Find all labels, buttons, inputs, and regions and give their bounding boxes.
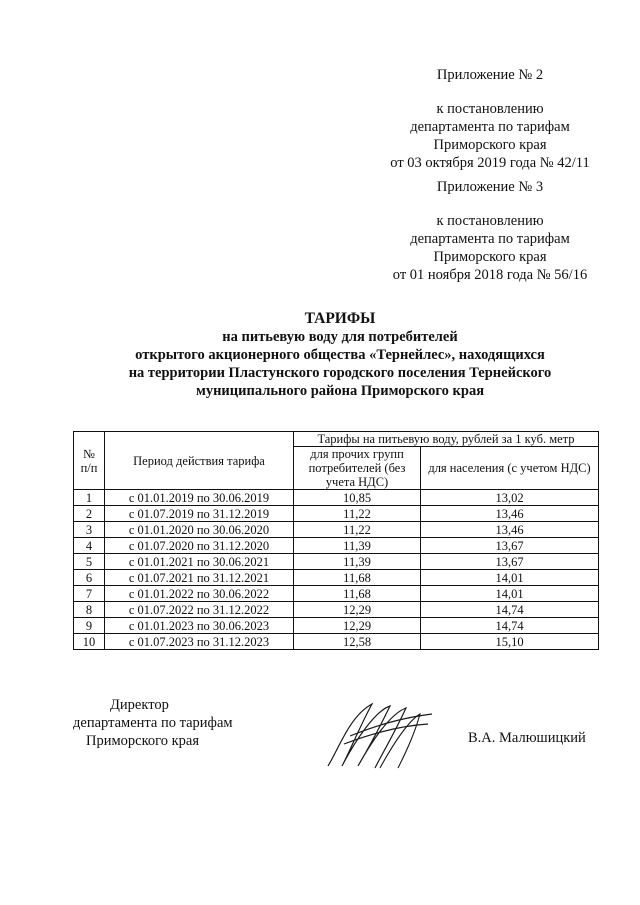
col-population-header: для населения (с учетом НДС): [421, 447, 599, 490]
row-period: с 01.07.2022 по 31.12.2022: [105, 602, 294, 618]
handwritten-signature: [320, 696, 440, 776]
heading-line: на питьевую воду для потребителей: [222, 329, 458, 345]
signatory-position: [60, 696, 260, 750]
appendix-2-line: к постановлению: [436, 101, 544, 117]
table-row: [74, 554, 599, 570]
row-population-tariff: 13,46: [421, 522, 599, 538]
row-population-tariff: 14,74: [421, 602, 599, 618]
signatory-name: В.А. Малюшицкий: [468, 730, 586, 746]
row-number: 2: [74, 506, 105, 522]
col-group-header: Тарифы на питьевую воду, рублей за 1 куб. метр: [294, 432, 599, 447]
row-other-tariff: 12,29: [294, 618, 421, 634]
row-other-tariff: 11,22: [294, 522, 421, 538]
appendix-3-line: от 01 ноября 2018 года № 56/16: [392, 267, 588, 283]
appendix-2-block: [340, 66, 640, 172]
row-other-tariff: 11,39: [294, 554, 421, 570]
row-other-tariff: 11,22: [294, 506, 421, 522]
appendix-3-line: к постановлению: [436, 213, 544, 229]
table-row: [74, 618, 599, 634]
appendix-3-title: Приложение № 3: [436, 179, 544, 195]
row-other-tariff: 10,85: [294, 490, 421, 506]
appendix-2-title: Приложение № 2: [436, 67, 544, 83]
signatory-position-line: департамента по тарифам: [73, 715, 233, 731]
row-other-tariff: 11,68: [294, 570, 421, 586]
table-row: [74, 634, 599, 650]
heading-title: ТАРИФЫ: [304, 310, 376, 327]
row-population-tariff: 13,02: [421, 490, 599, 506]
row-population-tariff: 14,01: [421, 570, 599, 586]
row-population-tariff: 15,10: [421, 634, 599, 650]
table-row: [74, 538, 599, 554]
appendix-3-line: Приморского края: [433, 249, 547, 265]
row-period: с 01.01.2023 по 30.06.2023: [105, 618, 294, 634]
row-other-tariff: 11,39: [294, 538, 421, 554]
row-period: с 01.07.2023 по 31.12.2023: [105, 634, 294, 650]
col-period-header: Период действия тарифа: [105, 432, 294, 490]
table-row: [74, 506, 599, 522]
appendix-2-line: от 03 октября 2019 года № 42/11: [390, 155, 590, 171]
table-row: [74, 602, 599, 618]
appendix-2-line: департамента по тарифам: [410, 119, 570, 135]
heading-line: муниципального района Приморского края: [195, 383, 485, 399]
document-heading: [60, 310, 620, 400]
row-period: с 01.07.2020 по 31.12.2020: [105, 538, 294, 554]
table-row: [74, 570, 599, 586]
row-population-tariff: 14,01: [421, 586, 599, 602]
row-other-tariff: 12,29: [294, 602, 421, 618]
col-number-header: № п/п: [74, 432, 105, 490]
row-number: 8: [74, 602, 105, 618]
row-number: 5: [74, 554, 105, 570]
row-period: с 01.07.2019 по 31.12.2019: [105, 506, 294, 522]
row-population-tariff: 13,46: [421, 506, 599, 522]
row-other-tariff: 12,58: [294, 634, 421, 650]
signatory-position-line: Приморского края: [86, 733, 200, 749]
heading-line: на территории Пластунского городского поселения Тернейского: [128, 365, 552, 381]
row-period: с 01.01.2019 по 30.06.2019: [105, 490, 294, 506]
row-number: 10: [74, 634, 105, 650]
row-period: с 01.07.2021 по 31.12.2021: [105, 570, 294, 586]
appendix-3-line: департамента по тарифам: [410, 231, 570, 247]
signature-stroke: [380, 714, 420, 768]
table-row: [74, 586, 599, 602]
row-number: 1: [74, 490, 105, 506]
tariffs-table: [73, 431, 599, 650]
col-other-header: для прочих групп потребителей (без учета НДС): [294, 447, 421, 490]
table-row: [74, 490, 599, 506]
row-other-tariff: 11,68: [294, 586, 421, 602]
row-number: 4: [74, 538, 105, 554]
signature-stroke: [328, 704, 432, 768]
appendix-2-line: Приморского края: [433, 137, 547, 153]
row-population-tariff: 13,67: [421, 554, 599, 570]
row-period: с 01.01.2022 по 30.06.2022: [105, 586, 294, 602]
heading-line: открытого акционерного общества «Тернейлес», находящихся: [135, 347, 545, 363]
row-number: 6: [74, 570, 105, 586]
table-row: [74, 522, 599, 538]
row-population-tariff: 13,67: [421, 538, 599, 554]
row-number: 3: [74, 522, 105, 538]
row-period: с 01.01.2021 по 30.06.2021: [105, 554, 294, 570]
row-number: 7: [74, 586, 105, 602]
signatory-position-line: Директор: [110, 697, 169, 713]
row-population-tariff: 14,74: [421, 618, 599, 634]
row-period: с 01.01.2020 по 30.06.2020: [105, 522, 294, 538]
row-number: 9: [74, 618, 105, 634]
appendix-3-block: [340, 178, 640, 284]
